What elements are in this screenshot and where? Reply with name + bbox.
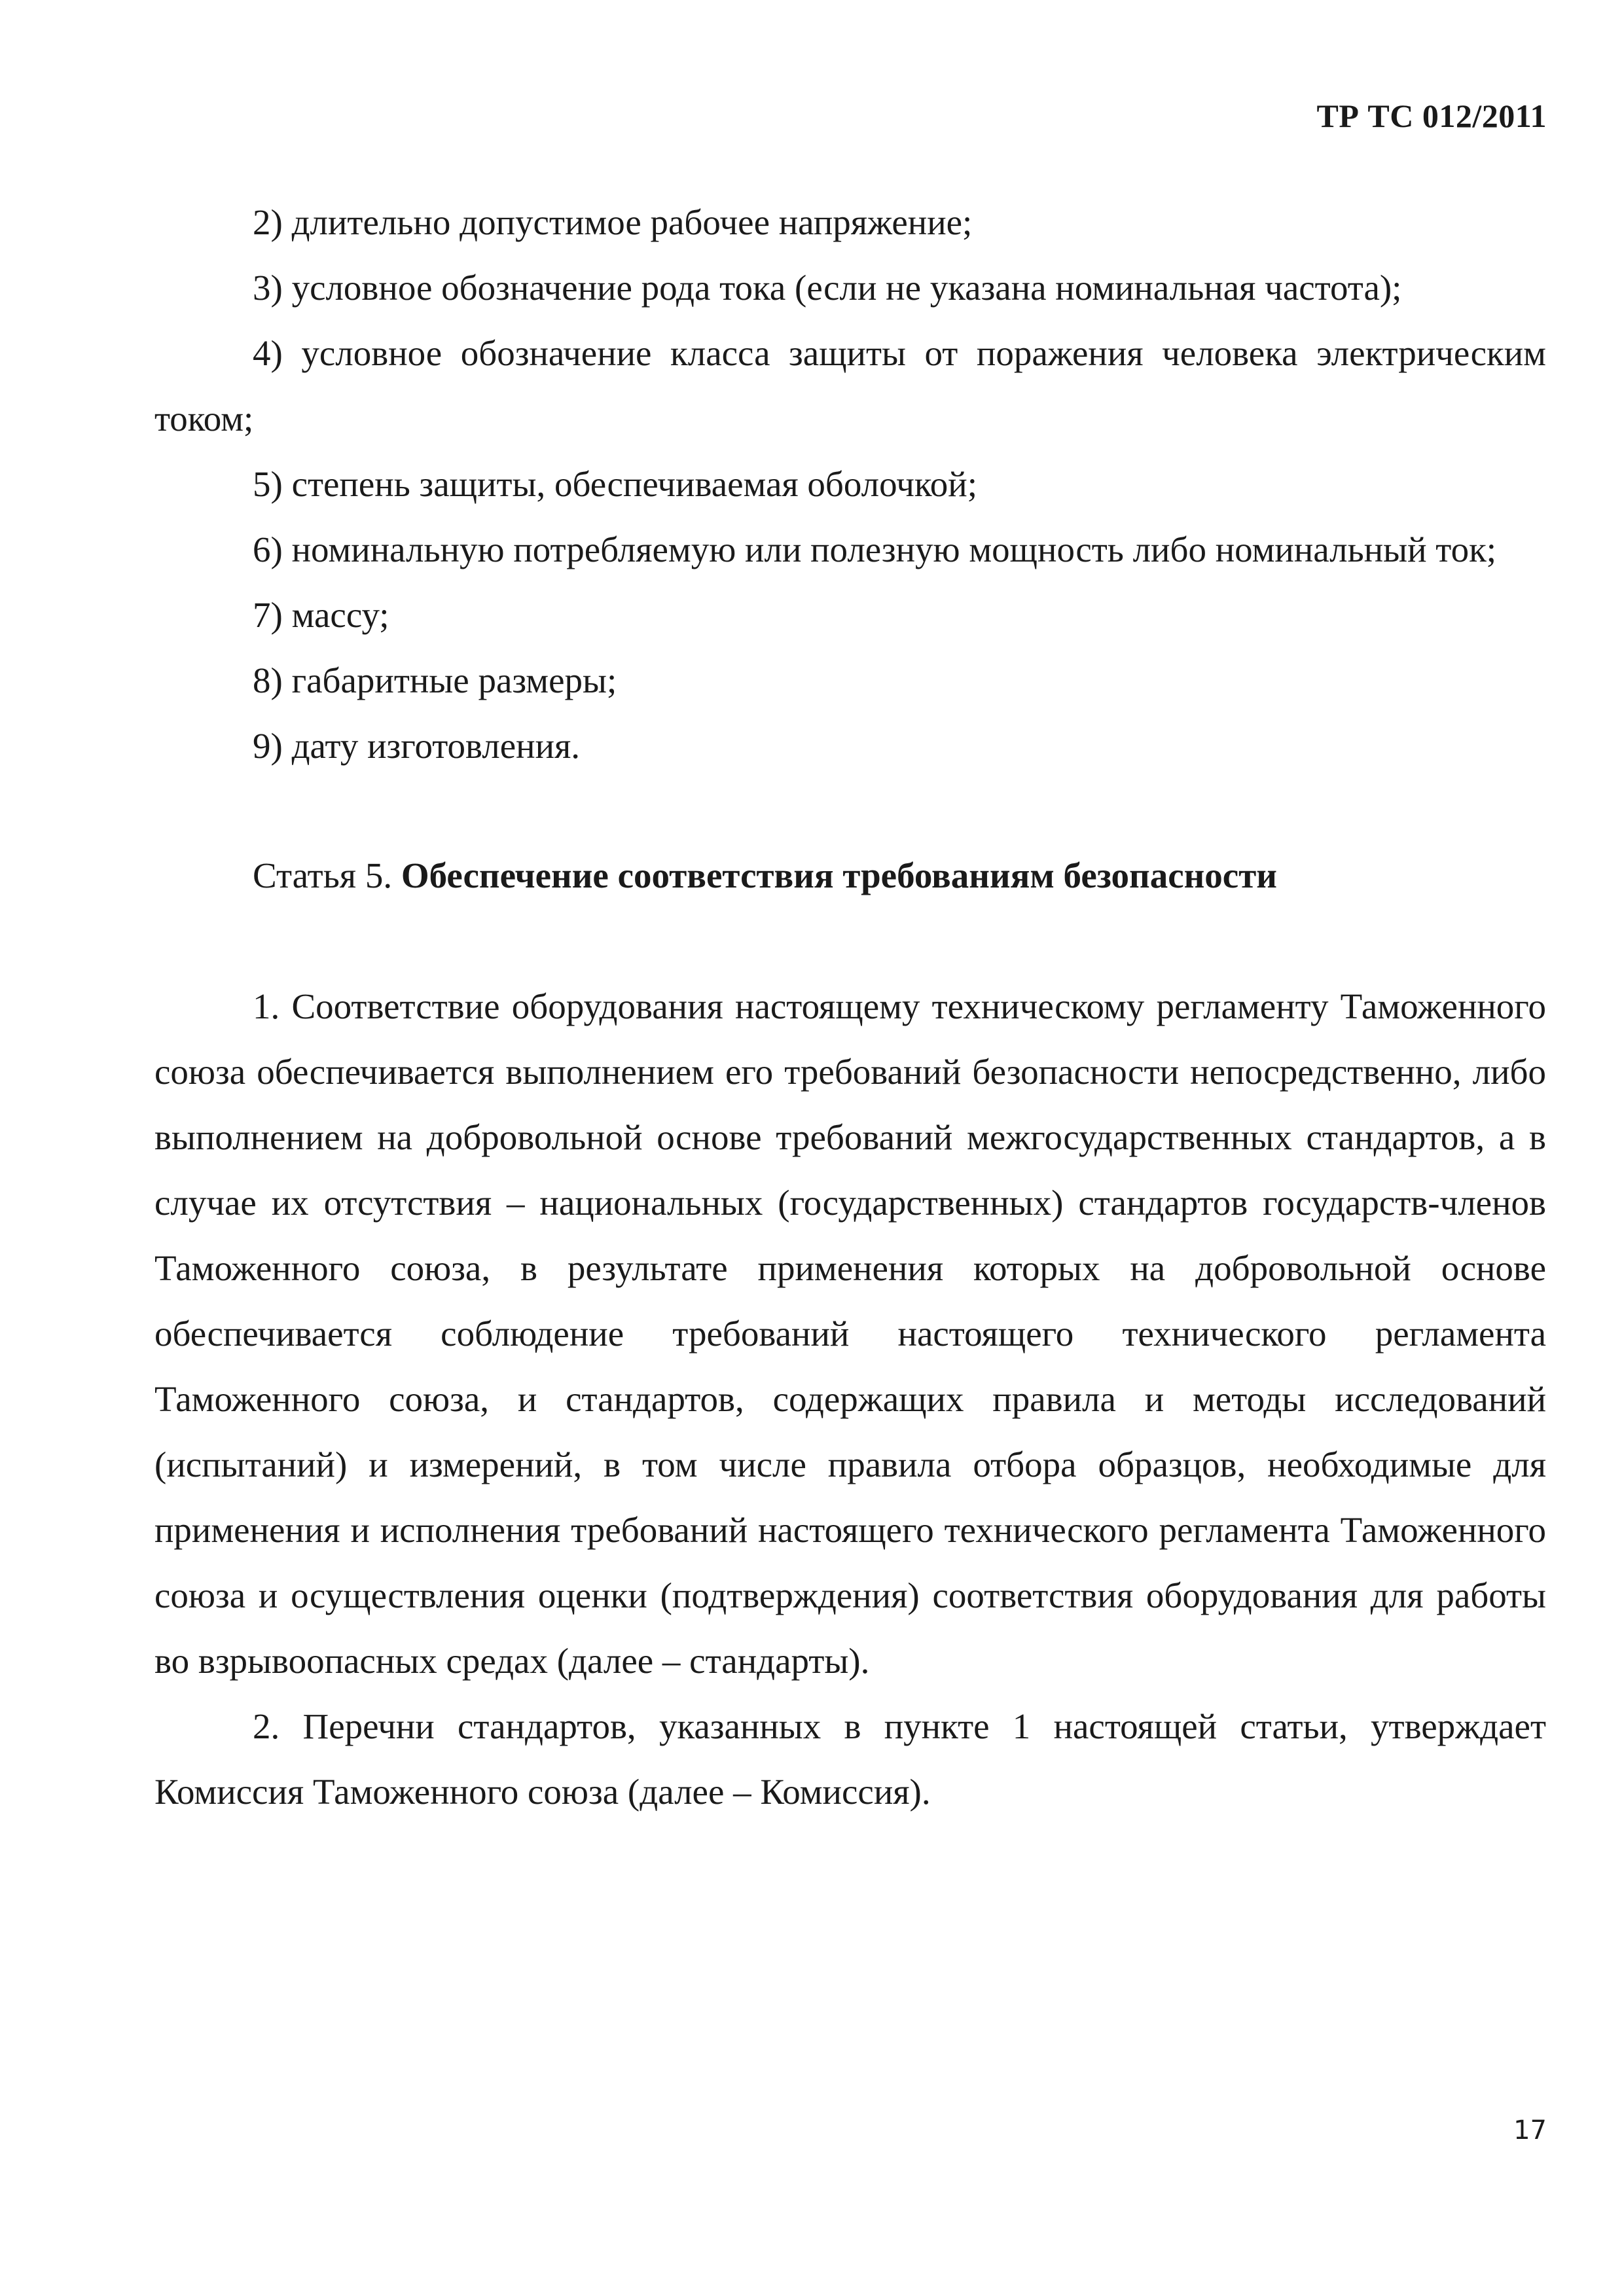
list-item: 8) габаритные размеры; — [253, 660, 617, 700]
list-item: 5) степень защиты, обеспечиваемая оболочкой; — [253, 464, 978, 504]
paragraph: 1. Соответствие оборудования настоящему техническому регламенту Таможенного союза обеспечивается выполнением его требований безопасности непосредственно, либо выполнением на добровольной основе требований межгосударственных стандартов, а в случае их отсутствия – национальных (государственных) стандартов государств-членов Таможенного союза, в результате применения которых на добровольной основе обеспечивается соблюдение требований настоящего технического регламента Таможенного союза, и стандартов, содержащих правила и методы исследований (испытаний) и измерений, в том числе правила отбора образцов, необходимые для применения и исполнения требований настоящего технического регламента Таможенного союза и осуществления оценки (подтверждения) соответствия оборудования для работы во взрывоопасных средах (далее – стандарты). — [154, 986, 1546, 1681]
article-title: Обеспечение соответствия требованиям безопасности — [401, 855, 1277, 895]
article-heading — [154, 843, 1546, 908]
list-item: 4) условное обозначение класса защиты от поражения человека электрическим током; — [154, 333, 1546, 439]
list-item: 2) длительно допустимое рабочее напряжение; — [253, 202, 973, 242]
list-item: 3) условное обозначение рода тока (если не указана номинальная частота); — [253, 268, 1402, 308]
document-code-header: ТР ТС 012/2011 — [1316, 98, 1547, 134]
article-number: Статья 5. — [253, 855, 401, 895]
page-body — [154, 190, 1546, 1825]
paragraph: 2. Перечни стандартов, указанных в пункте 1 настоящей статьи, утверждает Комиссия Таможенного союза (далее – Комиссия). — [154, 1706, 1546, 1812]
page-number: 17 — [1513, 2115, 1547, 2145]
list-item: 9) дату изготовления. — [253, 726, 581, 766]
list-item: 7) массу; — [253, 595, 389, 635]
list-item: 6) номинальную потребляемую или полезную мощность либо номинальный ток; — [253, 529, 1497, 569]
